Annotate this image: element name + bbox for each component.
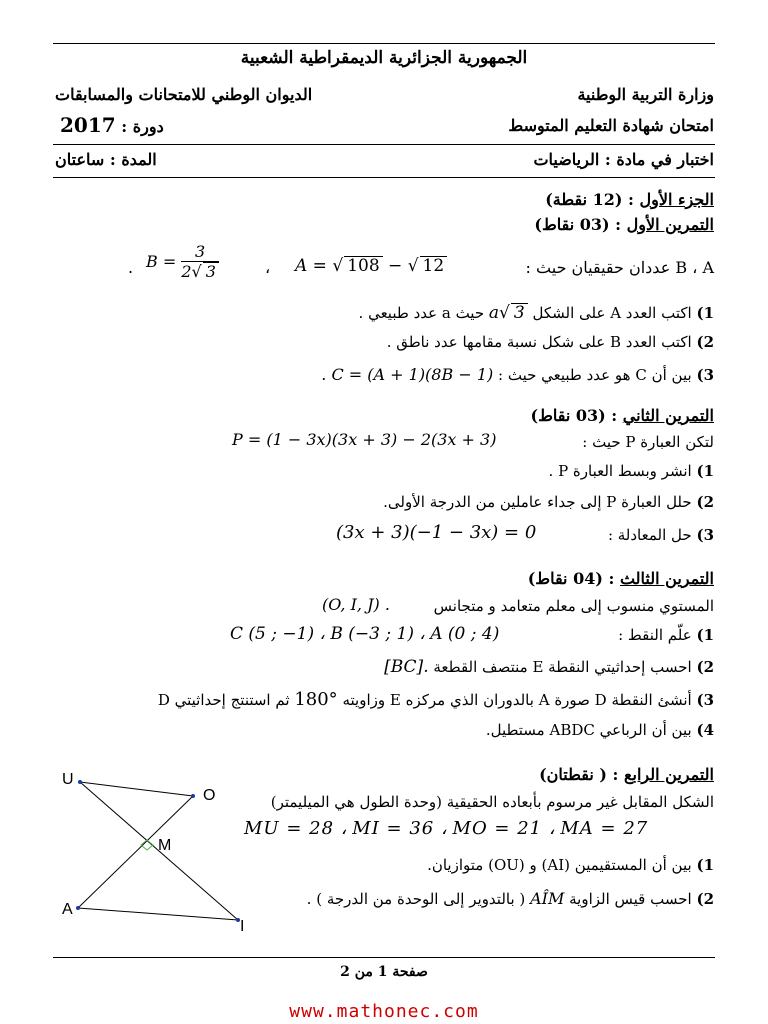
ex1-a-minus: − — [388, 256, 403, 276]
ex4-q1 — [427, 857, 714, 874]
subject-rule — [53, 177, 715, 178]
top-rule — [53, 43, 715, 44]
ex1-q1-form-root: 3 — [511, 303, 528, 324]
ex2-expression: P = (1 − 3x)(3x + 3) − 2(3x + 3) — [232, 430, 497, 449]
ex2-q3-equation: (3x + 3)(−1 − 3x) = 0 — [336, 522, 537, 543]
ex3-q4 — [486, 722, 714, 739]
ex4-q2-text: احسب قيس الزاوية — [569, 890, 692, 908]
ex1-a-root2: 12 — [420, 256, 448, 277]
exam-office-name: الديوان الوطني للامتحانات والمسابقات — [55, 85, 313, 104]
ex1-q1-number: 1) — [696, 304, 714, 322]
footer-rule — [53, 957, 715, 958]
ex4-q1-number: 1) — [696, 856, 714, 874]
segment-ai — [78, 908, 238, 920]
session-year: 2017 — [60, 113, 116, 137]
ex1-q1-form: a√ 3 — [489, 303, 528, 323]
ex3-q2-number: 2) — [696, 658, 714, 676]
ex4-title: التمرين الرابع — [624, 765, 714, 784]
ex3-intro: المستوي منسوب إلى معلم متعامد و متجانس — [433, 597, 714, 615]
ex3-frame: (O, I, J) . — [322, 595, 390, 614]
part1-heading — [545, 191, 714, 209]
ex1-a-lhs: A = — [295, 256, 327, 276]
header-rule — [53, 144, 715, 145]
ex3-q4-number: 4) — [696, 721, 714, 739]
ex3-q3 — [158, 690, 714, 711]
ex2-q3-number: 3) — [696, 526, 714, 544]
republic-title: الجمهورية الجزائرية الديمقراطية الشعبية — [240, 48, 528, 68]
label-u: U — [62, 771, 74, 788]
ex2-title: التمرين الثاني — [622, 406, 714, 425]
ex3-title: التمرين الثالث — [619, 569, 714, 588]
ex3-q1-number: 1) — [696, 626, 714, 644]
geometry-figure — [58, 768, 253, 933]
ex1-q1-text2: حيث a عدد طبيعي . — [358, 304, 485, 322]
ex3-q3-number: 3) — [696, 691, 714, 709]
ex1-b-fraction — [181, 243, 219, 282]
ex1-q2-number: 2) — [696, 333, 714, 351]
source-url: www.mathonec.com — [289, 1001, 479, 1022]
label-i: I — [240, 918, 245, 933]
ex2-q3-text: حل المعادلة : — [607, 526, 692, 544]
exam-name: امتحان شهادة التعليم المتوسط — [508, 116, 714, 135]
ex4-q1-text: بين أن المستقيمين (AI) و (OU) متوازيان. — [427, 856, 692, 874]
ex1-title: التمرين الأول — [626, 215, 714, 234]
ex1-b-denominator: 2√ 3 — [181, 262, 219, 281]
ex1-q1-form-a: a — [488, 303, 500, 323]
ex3-q2-text: احسب إحداثيتي النقطة E منتصف القطعة — [433, 658, 692, 676]
ex2-q2-text: حلل العبارة P إلى جداء عاملين من الدرجة الأولى. — [383, 493, 692, 511]
ex2-q1 — [549, 463, 714, 480]
ex1-intro: B ، A عددان حقيقيان حيث : — [525, 258, 714, 277]
duration-line: المدة : ساعتان — [55, 150, 157, 169]
ex1-b-den-root: 3 — [203, 262, 219, 281]
ex4-q2-text2: ( بالتدوير إلى الوحدة من الدرجة ) . — [306, 890, 526, 908]
ex3-q1 — [618, 627, 714, 644]
ex1-heading — [534, 216, 714, 234]
ex1-b-lhs: B = — [146, 251, 177, 271]
ex3-q3-text: أنشئ النقطة D صورة A بالدوران الذي مركزه E وزاويته — [342, 691, 692, 709]
geometry-figure-svg — [58, 768, 253, 933]
session-label: دورة : — [121, 117, 164, 136]
segment-uo — [80, 782, 193, 796]
ex3-q4-text: بين أن الرباعي ABDC مستطيل. — [485, 721, 692, 739]
ex3-points: : (04 نقاط) — [527, 569, 615, 588]
part1-title: الجزء الأول — [639, 190, 714, 209]
point-a — [76, 906, 80, 910]
ex2-heading — [531, 407, 715, 425]
ex1-q2 — [387, 334, 714, 351]
ex1-b-numerator: 3 — [181, 243, 219, 262]
ex1-q1-text: اكتب العدد A على الشكل — [532, 304, 692, 322]
label-m: M — [158, 837, 172, 854]
ex2-q1-number: 1) — [696, 462, 714, 480]
ex1-q1 — [359, 303, 714, 324]
ex1-q3-expression: . C = (A + 1)(8B − 1) — [321, 365, 494, 384]
ex1-a-definition: A = √ 108 − √ 12 — [295, 256, 447, 277]
ex4-heading — [539, 766, 714, 784]
ex1-a-root1: 108 — [344, 256, 382, 277]
label-o: O — [203, 787, 216, 804]
ex1-end-dot: . — [128, 258, 134, 277]
ex4-q2-angle: AÎM — [530, 889, 565, 908]
ex4-lengths: MU = 28 ، MI = 36 ، MO = 21 ، MA = 27 — [244, 818, 649, 839]
ex3-q2 — [384, 658, 714, 678]
segment-oa — [78, 796, 193, 908]
session — [60, 114, 164, 137]
ex2-q3 — [608, 527, 714, 544]
ex1-q3-number: 3) — [696, 366, 714, 384]
ex3-q3-angle: 180° — [294, 689, 338, 710]
ex4-intro: الشكل المقابل غير مرسوم بأبعاده الحقيقية (وحدة الطول هي الميليمتر) — [270, 793, 714, 811]
label-a: A — [62, 901, 73, 918]
ex1-q3 — [321, 366, 714, 384]
ex4-points: : ( نقطتان) — [539, 765, 619, 784]
ex1-points: : (03 نقاط) — [534, 215, 622, 234]
ex1-b-den-factor: 2 — [181, 262, 192, 282]
page-number: صفحة 1 من 2 — [340, 964, 428, 980]
ex3-heading — [528, 570, 714, 588]
ex1-separator: ، — [265, 258, 271, 277]
ministry-name: وزارة التربية الوطنية — [577, 85, 714, 104]
ex4-q2 — [307, 890, 714, 908]
point-o — [191, 794, 195, 798]
ex2-q1-text: انشر وبسط العبارة P . — [548, 462, 692, 480]
ex2-points: : (03 نقاط) — [530, 406, 618, 425]
ex3-q1-points: C (5 ; −1) ، B (−3 ; 1) ، A (0 ; 4) — [230, 624, 500, 644]
ex2-q2 — [383, 494, 714, 511]
ex1-b-definition — [146, 243, 219, 282]
ex3-q1-text: علّم النقط : — [618, 626, 692, 644]
part1-points: : (12 نقطة) — [545, 190, 634, 209]
subject-line: اختبار في مادة : الرياضيات — [533, 150, 714, 169]
ex4-q2-number: 2) — [696, 890, 714, 908]
ex3-q2-segment: [BC]. — [384, 657, 429, 677]
ex3-q3-text2: ثم استنتج إحداثيتي D — [157, 691, 290, 709]
ex1-q2-text: اكتب العدد B على شكل نسبة مقامها عدد ناطق . — [386, 333, 692, 351]
ex2-q2-number: 2) — [696, 493, 714, 511]
ex2-intro: لتكن العبارة P حيث : — [582, 433, 714, 451]
point-u — [78, 780, 82, 784]
ex1-q3-text: بين أن C هو عدد طبيعي حيث : — [498, 366, 692, 384]
